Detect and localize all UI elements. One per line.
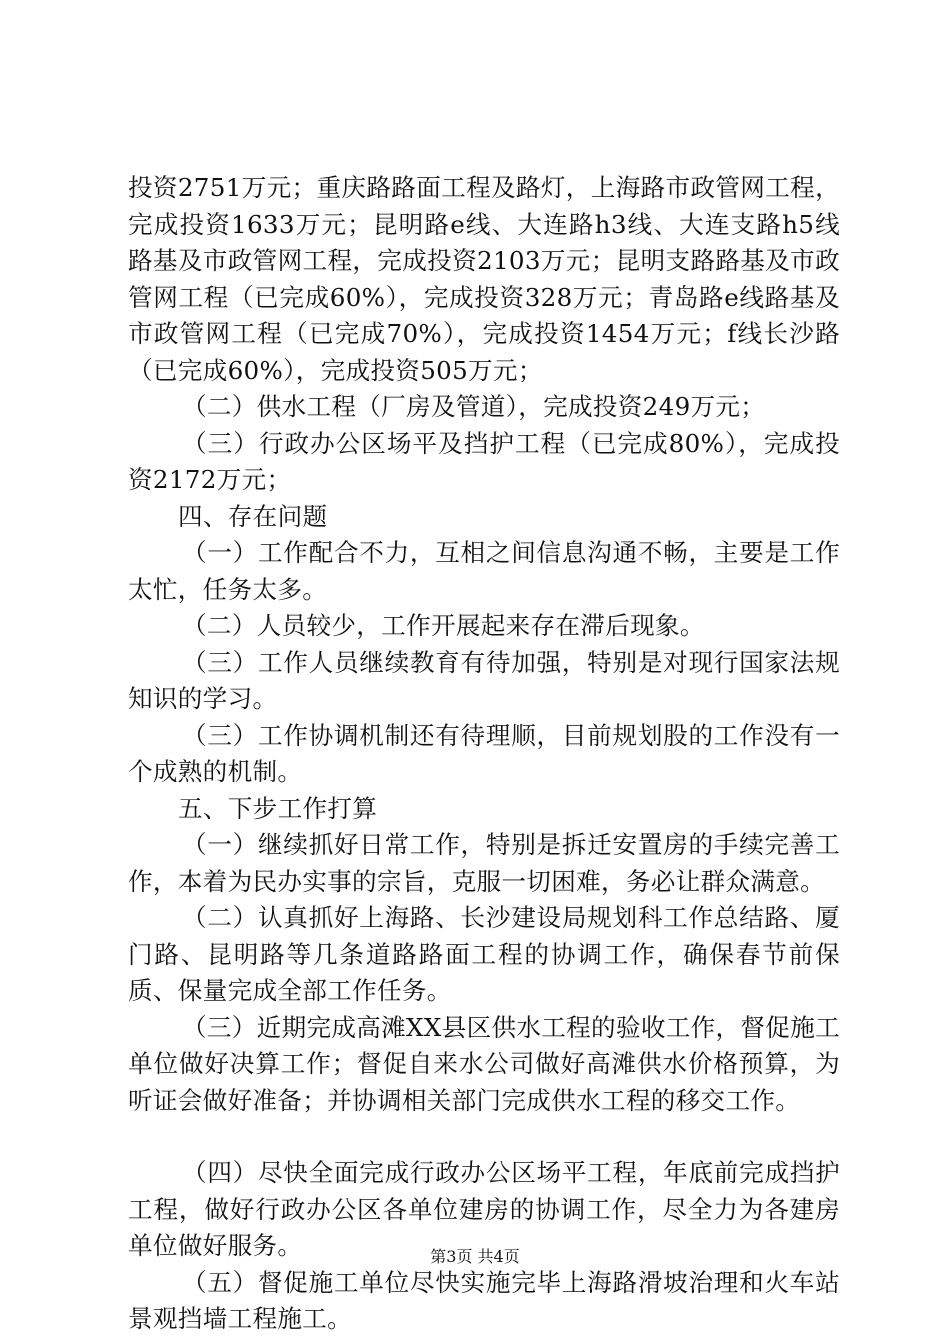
paragraph-problem-3: （三）工作人员继续教育有待加强，特别是对现行国家法规知识的学习。: [128, 647, 840, 713]
paragraph-investment-list: 投资2751万元；重庆路路面工程及路灯，上海路市政管网工程，完成投资1633万元；昆明路e线、大连路h3线、大连支路h5线路基及市政管网工程，完成投资2103万元；昆明支路路基及市政管网工程（已完成60%），完成投资328万元；青岛路e线路基及市政管网工程（已完成70%），完成投资1454万元；f线长沙路（已完成60%），完成投资505万元；: [128, 173, 840, 385]
paragraph-water-supply: （二）供水工程（厂房及管道），完成投资249万元；: [182, 392, 766, 421]
paragraph-problem-2: （二）人员较少，工作开展起来存在滞后现象。: [182, 611, 705, 640]
paragraph-problem-1: （一）工作配合不力，互相之间信息沟通不畅，主要是工作太忙，任务太多。: [128, 538, 840, 604]
paragraph-admin-area: （三）行政办公区场平及挡护工程（已完成80%），完成投资2172万元；: [128, 428, 840, 494]
paragraph-plan-1: （一）继续抓好日常工作，特别是拆迁安置房的手续完善工作，本着为民办实事的宗旨，克服一切困难，务必让群众满意。: [128, 830, 840, 896]
section-heading-problems: 四、存在问题: [178, 501, 328, 531]
document-body: [128, 170, 840, 1338]
paragraph-spacer: [128, 1119, 840, 1155]
paragraph-plan-3: （三）近期完成高滩XX县区供水工程的验收工作，督促施工单位做好决算工作；督促自来水公司做好高滩供水价格预算，为听证会做好准备；并协调相关部门完成供水工程的移交工作。: [128, 1012, 840, 1115]
paragraph-plan-4: （四）尽快全面完成行政办公区场平工程，年底前完成挡护工程，做好行政办公区各单位建房的协调工作，尽全力为各建房单位做好服务。: [128, 1158, 840, 1260]
paragraph-plan-5: （五）督促施工单位尽快实施完毕上海路滑坡治理和火车站景观挡墙工程施工。: [128, 1267, 840, 1333]
section-heading-next-steps: 五、下步工作打算: [178, 793, 378, 823]
page-footer: 第3页 共4页: [430, 1247, 520, 1266]
paragraph-plan-2: （二）认真抓好上海路、长沙建设局规划科工作总结路、厦门路、昆明路等几条道路路面工程的协调工作，确保春节前保质、保量完成全部工作任务。: [128, 903, 840, 1005]
paragraph-problem-4: （三）工作协调机制还有待理顺，目前规划股的工作没有一个成熟的机制。: [128, 720, 840, 786]
